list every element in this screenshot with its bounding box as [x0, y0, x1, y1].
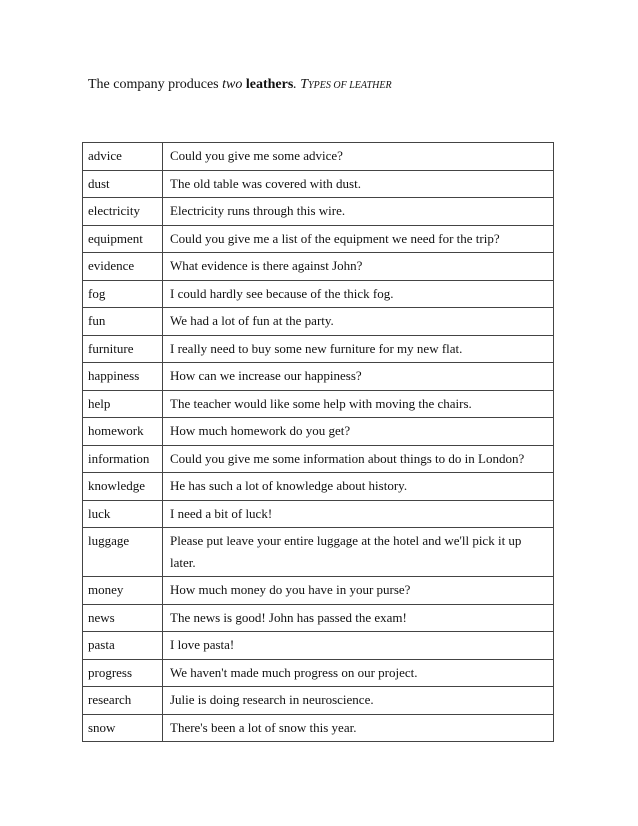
example-sentence-cell: The news is good! John has passed the exam! — [163, 604, 554, 632]
heading-text-start: The company produces — [88, 77, 223, 92]
noun-cell: electricity — [83, 198, 163, 226]
heading-italic-initial: . T — [293, 77, 309, 92]
vocabulary-table-body — [83, 143, 554, 742]
noun-cell: advice — [83, 143, 163, 171]
example-sentence-cell: The teacher would like some help with moving the chairs. — [163, 390, 554, 418]
noun-cell: dust — [83, 170, 163, 198]
noun-cell: news — [83, 604, 163, 632]
example-sentence-cell: There's been a lot of snow this year. — [163, 714, 554, 742]
heading-italic-word: two — [222, 77, 243, 92]
noun-cell: money — [83, 577, 163, 605]
noun-cell: luck — [83, 500, 163, 528]
example-sentence-cell: How can we increase our happiness? — [163, 363, 554, 391]
table-row — [83, 604, 554, 632]
example-sentence-cell: He has such a lot of knowledge about history. — [163, 473, 554, 501]
table-row — [83, 500, 554, 528]
noun-cell: research — [83, 687, 163, 715]
example-sentence-cell: Julie is doing research in neuroscience. — [163, 687, 554, 715]
table-row — [83, 418, 554, 446]
noun-cell: furniture — [83, 335, 163, 363]
table-row — [83, 225, 554, 253]
example-sentence-cell: I need a bit of luck! — [163, 500, 554, 528]
table-row — [83, 445, 554, 473]
noun-cell: snow — [83, 714, 163, 742]
example-sentence-cell: How much homework do you get? — [163, 418, 554, 446]
table-row — [83, 659, 554, 687]
noun-cell: happiness — [83, 363, 163, 391]
example-sentence-cell: Could you give me some advice? — [163, 143, 554, 171]
example-sentence-cell: Electricity runs through this wire. — [163, 198, 554, 226]
noun-cell: fun — [83, 308, 163, 336]
table-row — [83, 198, 554, 226]
noun-cell: equipment — [83, 225, 163, 253]
example-sentence-cell: Could you give me a list of the equipment we need for the trip? — [163, 225, 554, 253]
table-row — [83, 363, 554, 391]
table-row — [83, 335, 554, 363]
example-sentence-cell: Could you give me some information about things to do in London? — [163, 445, 554, 473]
table-row — [83, 473, 554, 501]
example-sentence-cell: We had a lot of fun at the party. — [163, 308, 554, 336]
table-row — [83, 253, 554, 281]
heading-bold-word: leathers — [242, 77, 294, 92]
example-sentence-cell: The old table was covered with dust. — [163, 170, 554, 198]
noun-cell: evidence — [83, 253, 163, 281]
example-sentence-cell: I could hardly see because of the thick fog. — [163, 280, 554, 308]
noun-cell: progress — [83, 659, 163, 687]
table-row — [83, 714, 554, 742]
example-sentence-cell: How much money do you have in your purse? — [163, 577, 554, 605]
noun-cell: help — [83, 390, 163, 418]
heading-small-caps: YPES OF LEATHER — [308, 80, 392, 91]
table-row — [83, 577, 554, 605]
table-row — [83, 308, 554, 336]
vocabulary-table — [82, 142, 554, 742]
noun-cell: fog — [83, 280, 163, 308]
table-row — [83, 143, 554, 171]
table-row — [83, 687, 554, 715]
table-row — [83, 280, 554, 308]
table-row — [83, 632, 554, 660]
example-sentence-cell: I love pasta! — [163, 632, 554, 660]
table-row — [83, 170, 554, 198]
noun-cell: knowledge — [83, 473, 163, 501]
example-sentence-cell: What evidence is there against John? — [163, 253, 554, 281]
noun-cell: homework — [83, 418, 163, 446]
table-row — [83, 528, 554, 577]
example-sentence-cell: We haven't made much progress on our project. — [163, 659, 554, 687]
table-row — [83, 390, 554, 418]
page-heading — [88, 77, 392, 93]
noun-cell: information — [83, 445, 163, 473]
example-sentence-cell: Please put leave your entire luggage at the hotel and we'll pick it up later. — [163, 528, 554, 577]
example-sentence-cell: I really need to buy some new furniture for my new flat. — [163, 335, 554, 363]
noun-cell: luggage — [83, 528, 163, 577]
noun-cell: pasta — [83, 632, 163, 660]
